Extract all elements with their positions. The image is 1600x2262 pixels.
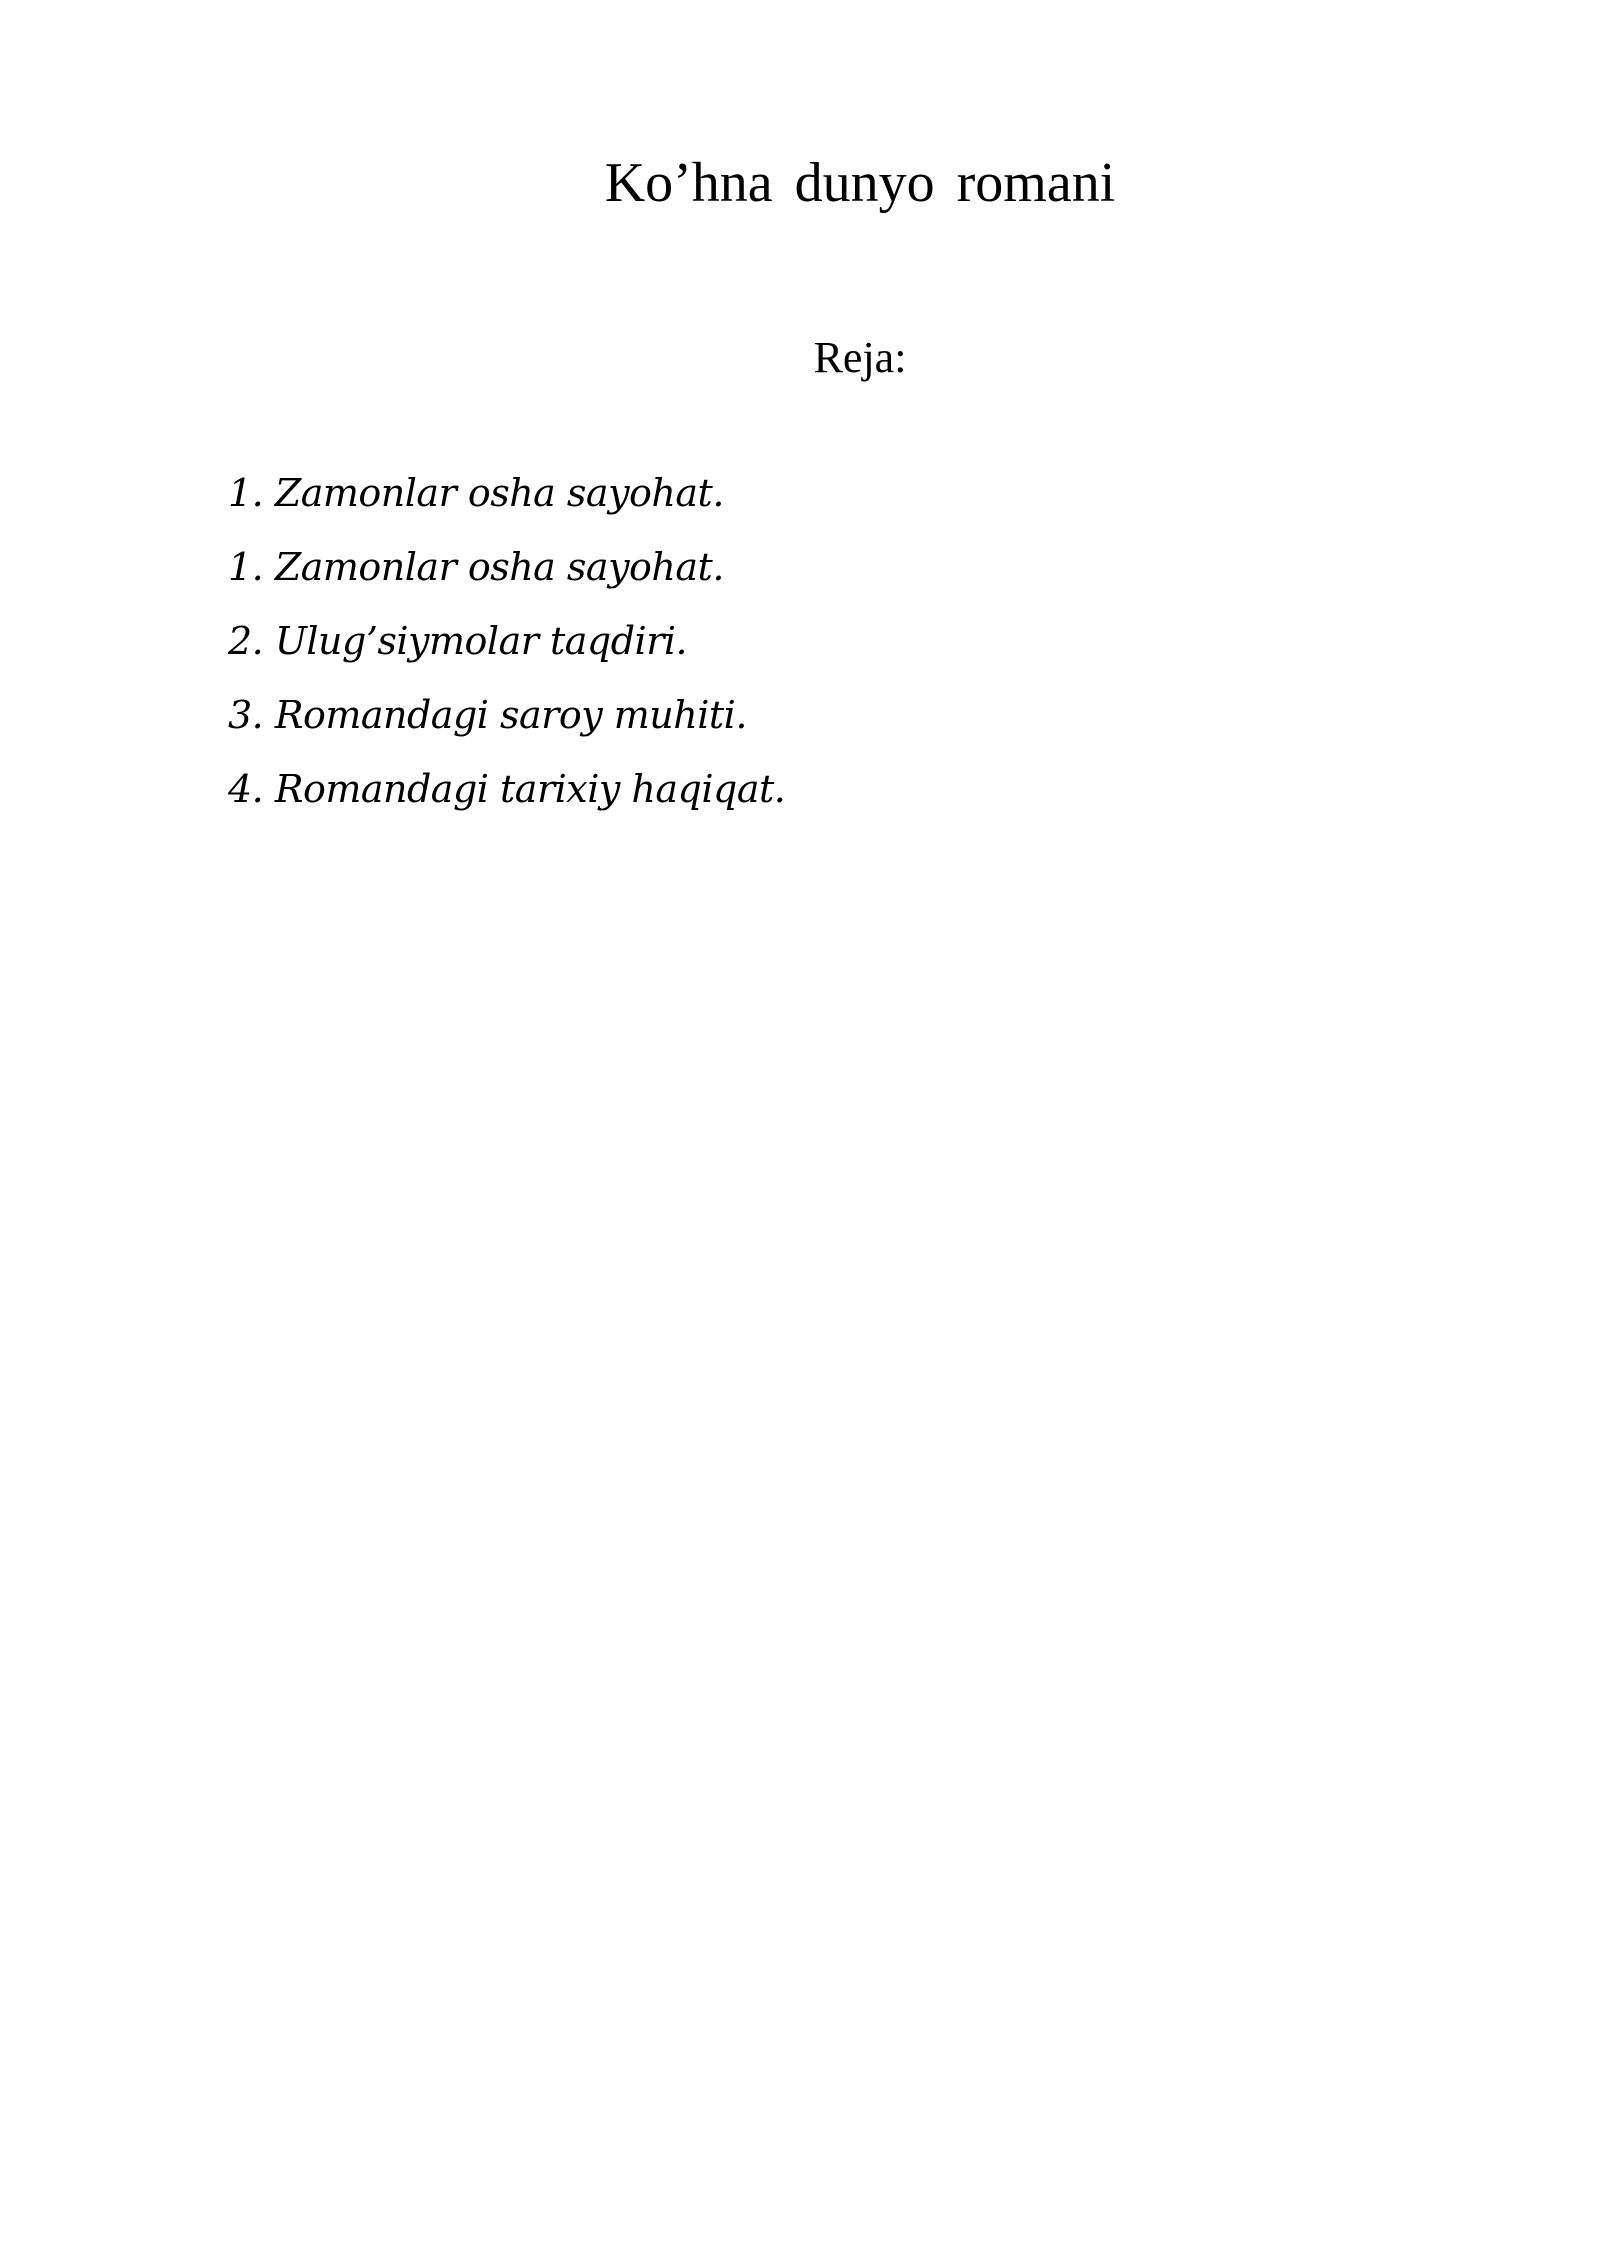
document-title: Ko’hna dunyo romani <box>604 152 1116 214</box>
plan-item: 1. Zamonlar osha sayohat. <box>228 545 724 589</box>
plan-item: 2. Ulug’siymolar taqdiri. <box>228 619 688 663</box>
plan-list <box>228 456 785 826</box>
plan-item: 1. Zamonlar osha sayohat. <box>228 471 724 515</box>
plan-heading: Reja: <box>813 333 907 382</box>
plan-item: 4. Romandagi tarixiy haqiqat. <box>228 767 786 811</box>
plan-item: 3. Romandagi saroy muhiti. <box>228 693 747 737</box>
